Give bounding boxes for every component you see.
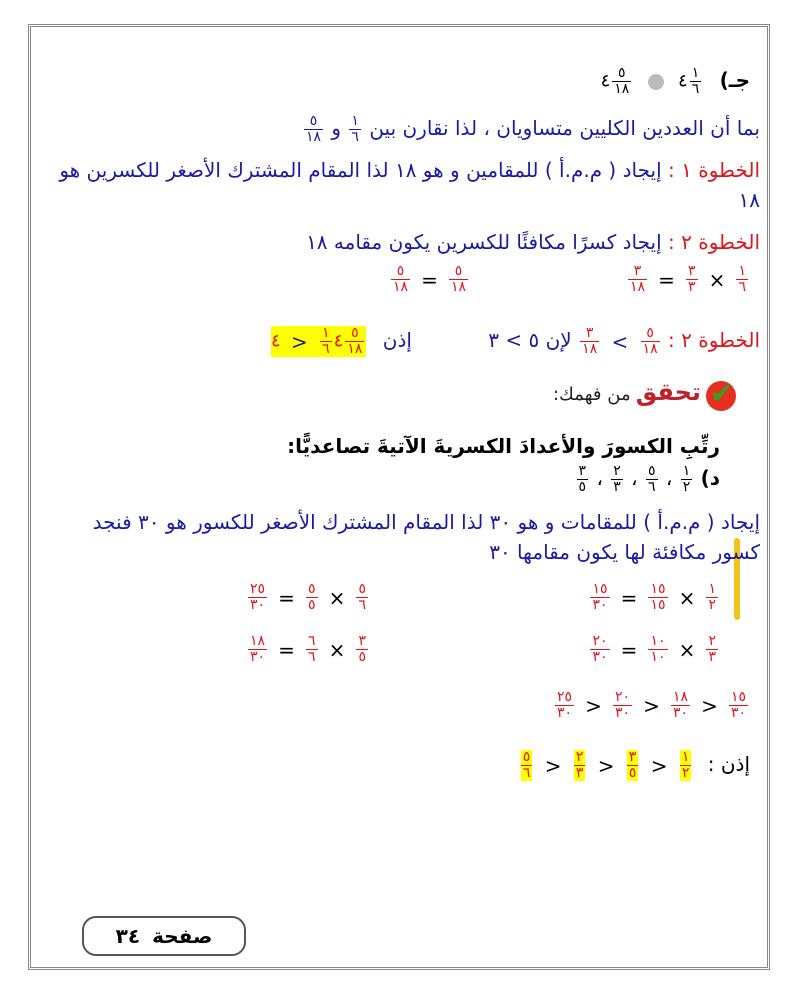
part-j-line: [40, 66, 750, 97]
part-d-line: د) $\frac{١}{٢}$ ، $\frac{٥}{٦}$ ، $\frac{٢}{٣}$ ، $\frac{٣}{٥}$: [578, 463, 720, 495]
fraction: $\frac{٥}{١٨}$: [614, 65, 630, 97]
part-label: د): [700, 466, 720, 490]
step1-cont-text: ١٨: [738, 188, 760, 212]
fraction: $\frac{١}{٦}$: [351, 113, 359, 145]
equiv-eq-2: $\frac{٥}{١٨}$ = $\frac{٥}{١٨}$: [392, 263, 466, 295]
fraction: $\frac{٥}{١٨}$: [305, 113, 322, 145]
whole-number: ٤: [678, 70, 688, 92]
final-line: [40, 750, 750, 781]
answer-j: ٤ $\frac{١}{٦}$ < ٤ $\frac{٥}{١٨}$: [271, 326, 366, 357]
lcm-line-1: [40, 508, 760, 536]
equiv-4: $\frac{١٨}{٣٠}$ = $\frac{٦}{٦}$ × $\frac{٣}{٥}$: [249, 633, 366, 665]
page-number: ٣٤: [115, 924, 141, 948]
page-label: صفحة: [152, 924, 213, 948]
step3-label: الخطوة ٢ :: [668, 328, 760, 352]
step1-cont: [40, 186, 760, 214]
page-number-box: [82, 916, 246, 956]
fraction: $\frac{١}{٦}$: [691, 65, 700, 97]
step3-reason: لإن ٥ > ٣: [488, 328, 572, 352]
intro-line: [40, 114, 760, 145]
equiv-eq-1: $\frac{٣}{١٨}$ = $\frac{٣}{٣}$ × $\frac{١}{٦}$: [629, 263, 746, 295]
checkmark-icon: [706, 381, 736, 411]
step2-label: الخطوة ٢ :: [668, 230, 760, 254]
part-label: جـ): [719, 68, 750, 92]
step2-line: [40, 228, 760, 256]
equiv-2: $\frac{٢٥}{٣٠}$ = $\frac{٥}{٥}$ × $\frac{٥}{٦}$: [249, 581, 366, 613]
then-word: إذن :: [707, 752, 750, 776]
order-30: $\frac{٢٥}{٣٠}$ > $\frac{٢٠}{٣٠}$ > $\frac{١٨}{٣٠}$ > $\frac{١٥}{٣٠}$: [556, 689, 746, 721]
step3-line: الخطوة ٢ : $\frac{٣}{١٨}$ < $\frac{٥}{١٨}$ لإن ٥ > ٣ إذن ٤ $\frac{١}{٦}$ < ٤ $\frac{٥}{١٨}$: [270, 325, 760, 357]
lcm-text-1: إيجاد ( م.م.أ ) للمقامات و هو ٣٠ لذا المقام المشترك الأصغر للكسور هو ٣٠ فنجد: [92, 510, 760, 534]
lcm-text-2: كسور مكافئة لها يكون مقامها ٣٠: [489, 540, 760, 564]
then-word: إذن: [382, 328, 412, 352]
step1-text: إيجاد ( م.م.أ ) للمقامين و هو ١٨ لذا المقام المشترك الأصغر للكسرين هو: [59, 158, 662, 182]
check-subtitle: من فهمك:: [552, 384, 631, 405]
whole-number: ٤: [600, 70, 611, 92]
check-header: [553, 378, 736, 411]
step1-line: [40, 156, 760, 184]
instruction: [40, 432, 720, 460]
check-title: تحقق: [635, 378, 701, 406]
compare-circle-icon: [648, 74, 664, 90]
step1-label: الخطوة ١ :: [668, 158, 760, 182]
equiv-3: $\frac{٢٠}{٣٠}$ = $\frac{١٠}{١٠}$ × $\frac{٢}{٣}$: [592, 633, 716, 665]
step2-text: إيجاد كسرًا مكافئًا للكسرين يكون مقامه ١٨: [306, 230, 662, 254]
worksheet: [40, 60, 760, 960]
equiv-1: $\frac{١٥}{٣٠}$ = $\frac{١٥}{١٥}$ × $\frac{١}{٢}$: [592, 581, 716, 613]
intro-text: بما أن العددين الكليين متساويان ، لذا نقارن بين: [369, 116, 760, 140]
lcm-line-2: [40, 538, 760, 566]
and-word: و: [331, 116, 342, 140]
final-answer: $\frac{٥}{٦}$ > $\frac{٢}{٣}$ > $\frac{٣}{٥}$ > $\frac{١}{٢}$: [522, 749, 690, 781]
instruction-text: رتِّبِ الكسورَ والأعدادَ الكسريةَ الآتيةَ تصاعديًّا:: [287, 434, 720, 458]
